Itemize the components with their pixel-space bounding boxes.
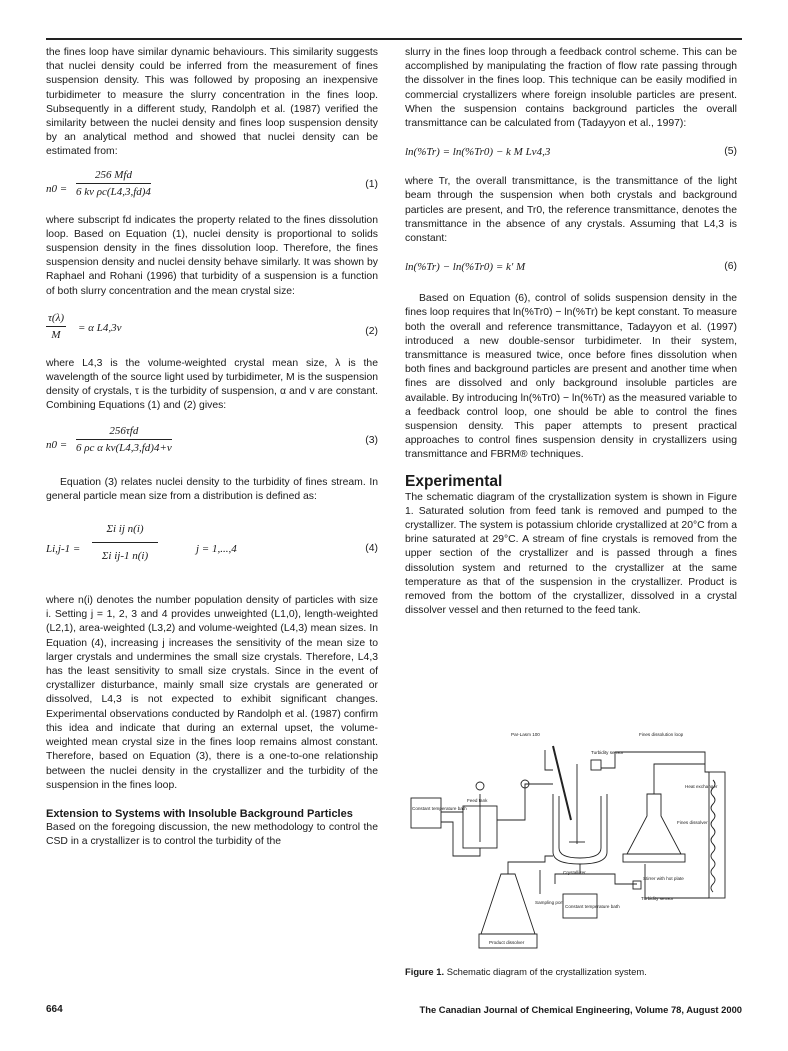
equation-fraction (92, 522, 158, 563)
caption-text: Schematic diagram of the crystallization system. (446, 966, 647, 977)
equation-range: j = 1,...,4 (196, 543, 237, 556)
equation-numerator: 256τfd (76, 424, 172, 440)
equation-4 (46, 514, 378, 588)
equation-fraction (76, 168, 151, 199)
label-constant-bath-bottom: Constant temperature bath (565, 904, 620, 909)
paragraph: Equation (3) relates nuclei density to the turbidity of fines stream. In general particle mean size from a distribution is defined as: (46, 476, 378, 502)
equation-numerator: 256 Mfd (76, 168, 151, 184)
equation-fraction (76, 424, 172, 455)
paragraph: where Tr, the overall transmittance, is the transmittance of the light beam through the suspension when both crystals and background particles are present, and Tr0, the reference transmittance, denotes the transmittance in the absence of any crystals. Assuming that L4,3 is constant: (405, 176, 737, 245)
label-turbidity-sensor-top: Turbidity sensor (591, 750, 624, 755)
equation-lhs: n0 = (46, 438, 68, 451)
label-constant-bath-left: Constant temperature bath (412, 806, 467, 811)
label-feed-tank: Feed tank (467, 798, 488, 803)
equation-number: (4) (365, 543, 378, 555)
equation-lhs: n0 = (46, 182, 68, 195)
equation-lhs: Li,j-1 = (46, 543, 81, 556)
equation-3 (46, 422, 378, 468)
equation-numerator: Σi ij n(i) (92, 522, 158, 543)
equation-denominator: Σi ij-1 n(i) (101, 550, 149, 563)
top-rule (46, 38, 742, 40)
equation-number: (2) (365, 325, 378, 337)
right-column (405, 46, 737, 619)
label-turbidity-sensor-bottom: Turbidity sensor (641, 896, 674, 901)
figure-caption (405, 966, 741, 977)
equation-6 (405, 256, 737, 286)
equation-1 (46, 168, 378, 212)
equation-fraction (46, 311, 66, 342)
equation-numerator: τ(λ) (46, 311, 66, 327)
section-heading: Extension to Systems with Insoluble Background Particles (46, 807, 353, 820)
journal-footer: The Canadian Journal of Chemical Engineering, Volume 78, August 2000 (419, 1004, 742, 1015)
schematic-diagram (405, 724, 741, 964)
paragraph: where L4,3 is the volume-weighted crystal mean size, λ is the wavelength of the source light used by turbidimeter, M is the suspension density of crystals, τ is the turbidity of suspension, α and v are constant. Combining Equations (1) and (2) gives: (46, 357, 378, 412)
product-dissolver-funnel (481, 874, 535, 934)
paragraph: where subscript fd indicates the property related to the fines dissolution loop. Based on Equation (1), nuclei density is proportional to solids suspension density in the fines dissolution loop. Therefore, the fines suspension density and nuclei density behave similarly. It was shown by Raphael and Rohani (1996) that turbidity of a suspension is a function of both slurry concentration and the mean crystal size: (46, 214, 378, 297)
constant-bath-left-box (411, 798, 441, 828)
paragraph: slurry in the fines loop through a feedback control scheme. This can be accomplished by manipulating the fraction of flow rate passing through the dissolver in the fines loop. This technique can be easily modified in commercial crystallizers where foreign insoluble particles are present. When the suspension contains background particles the overall transmittance can be calculated from (Tadayyon et al., 1997): (405, 47, 737, 130)
label-product-dissolver: Product dissolver (489, 940, 525, 945)
paragraph: where n(i) denotes the number population density of particles with size i. Setting j = 1, 2, 3 and 4 provides unweighted (L1,0), length-weighted (L2,1), area-weighted (L3,2) and volume-weighted (L4,3) mean sizes. In Equation (4), increasing j increases the sensitivity of the mean size to larger crystals and undermines the small size crystals. Therefore, L4,3 has the least sensitivity to small size crystals. Since in the event of crystallizer disturbance, mainly small size crystals are generated or dissolved, L4,3 is not expected to exhibit significant changes. Experimental observations conducted by Randolph et al. (1987) confirm this idea and indicate that during an external upset, the volume-weighted mean crystal size in the fines loop remains almost constant. Therefore, based on Equation (3), there is a one-to-one relationship between the nuclei density in the crystallizer and the turbidity of the suspension in the fines loop. (46, 595, 378, 791)
equation-number: (5) (724, 146, 737, 158)
fines-dissolver-flask (627, 794, 681, 854)
caption-label: Figure 1. (405, 966, 445, 977)
equation-rhs: = α L4,3v (78, 321, 122, 334)
equation-2 (46, 307, 378, 351)
equation-denominator: M (51, 329, 61, 342)
equation-number: (6) (724, 261, 737, 273)
label-heat-exchanger: Heat exchanger (685, 784, 718, 789)
equation-number: (1) (365, 178, 378, 190)
left-column (46, 46, 378, 849)
section-heading: Experimental (405, 472, 503, 490)
equation-denominator: 6 kv ρc(L4,3,fd)4 (76, 185, 151, 198)
figure-1 (405, 724, 741, 964)
page-number: 664 (46, 1004, 63, 1015)
label-crystallizer: Crystallizer (563, 870, 586, 875)
equation-5 (405, 141, 737, 171)
paragraph: the fines loop have similar dynamic behaviours. This similarity suggests that nuclei density could be inferred from the measurement of fines suspension density. This was followed by proposing an inexpensive turbidimeter to measure the slurry concentration in the fines loop. Subsequently in a different study, Randolph et al. (1987) verified the similarity between the nuclei density and fines loop suspension density by an analytical method and showed that nuclei density can be estimated from: (46, 47, 378, 158)
label-stirrer: Stirrer with hot plate (643, 876, 684, 881)
equation-body: ln(%Tr) = ln(%Tr0) − k M Lv4,3 (405, 146, 551, 159)
label-fines-dissolver: Fines dissolver (677, 820, 708, 825)
paragraph: Based on the foregoing discussion, the new methodology to control the CSD in a crystallizer is to control the turbidity of the (46, 821, 378, 848)
equation-denominator: 6 ρc α kv(L4,3,fd)4+v (76, 441, 172, 454)
paragraph: The schematic diagram of the crystallization system is shown in Figure 1. Saturated solution from feed tank is removed and pumped to the crystallizer. The system is potassium chloride crystallized at 20°C from a brine saturated at 29°C. A stream of fine crystals is removed from the upper section of the crystallizer and is passed through a fines dissolution system and returned to the crystallizer at the same temperature as that of the suspension in the crystallizer. Product is removed from the bottom of the crystallizer, dissolved in a crystal dissolver vessel and then returned to the feed tank. (405, 491, 737, 617)
label-fines-loop: Fines dissolution loop (639, 732, 684, 737)
paragraph: Based on Equation (6), control of solids suspension density in the fines loop requires that ln(%Tr0) − ln(%Tr) be kept constant. To measure both the overall and reference transmittance, Tadayyon et al. (1997) introduced a new double-sensor turbidimeter. In their system, transmittance is measured twice, once before fines dissolution when both fines and background particles are present and another time when fines are dissolved and only background insoluble particles are available. By introducing ln(%Tr0) − ln(%Tr) as the measured variable to a feedback control loop, one should be able to control the fines suspension density. This paper attempts to present practical approaches to control fines suspension density in crystallizers using transmittance and FBRM® techniques. (405, 293, 737, 461)
equation-body: ln(%Tr) − ln(%Tr0) = k′ M (405, 261, 526, 274)
label-par-lasm: Par-Lasm 100 (511, 732, 540, 737)
equation-number: (3) (365, 434, 378, 446)
label-sampling-port: Sampling port (535, 900, 564, 905)
